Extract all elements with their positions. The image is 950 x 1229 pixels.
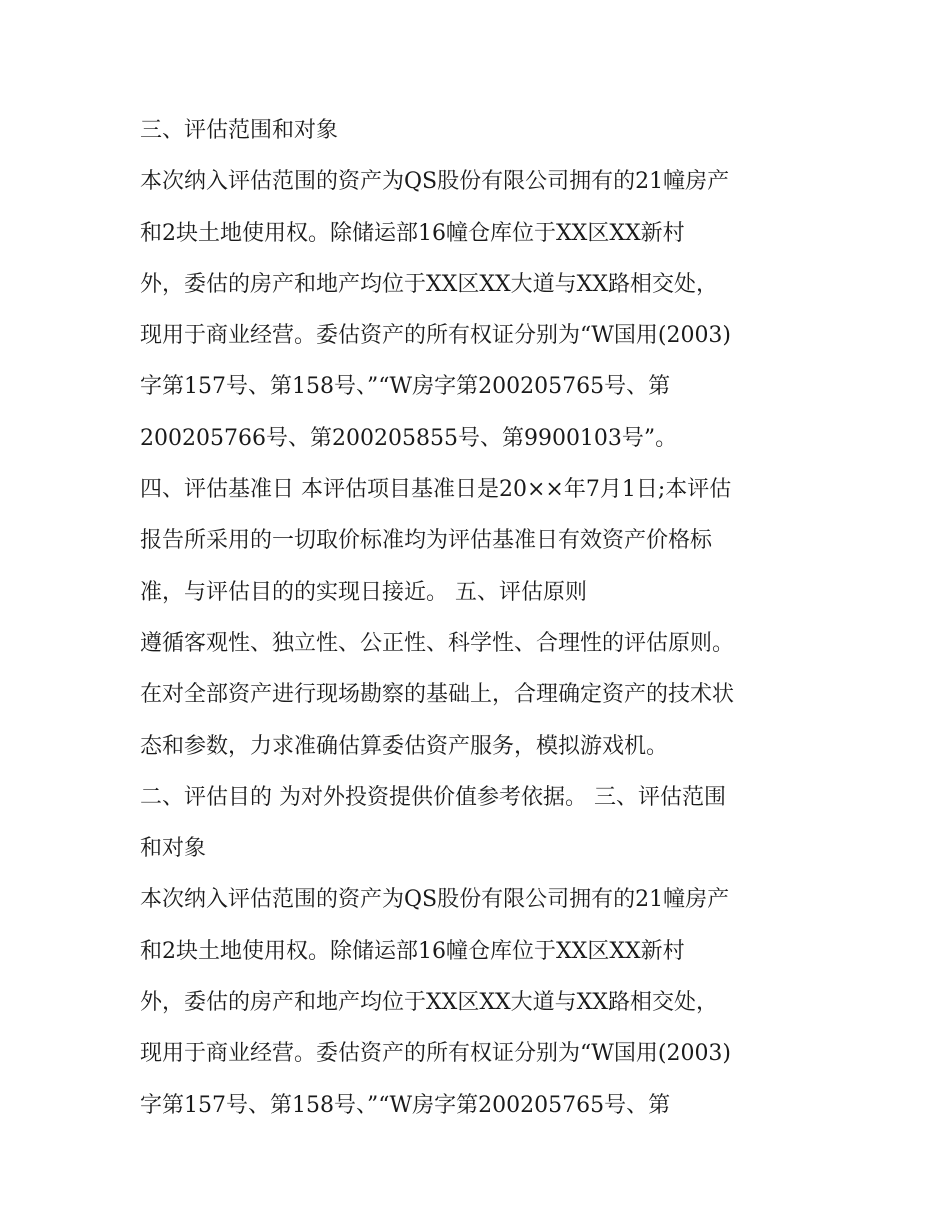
text-line: 和对象 bbox=[140, 836, 207, 862]
text-line: 现用于商业经营。委估资产的所有权证分别为“W国用(2003) bbox=[140, 1041, 732, 1067]
text-line: 三、评估范围和对象 bbox=[140, 118, 339, 143]
text-line: 准，与评估目的的实现日接近。 五、评估原则 bbox=[140, 579, 587, 605]
text-line: 外，委估的房产和地产均位于XX区XX大道与XX路相交处， bbox=[140, 271, 718, 297]
text-line: 200205766号、第200205855号、第9900103号”。 bbox=[140, 425, 678, 451]
document-body bbox=[140, 105, 840, 1131]
text-line: 态和参数，力求准确估算委估资产服务，模拟游戏机。 bbox=[140, 733, 669, 759]
text-line: 现用于商业经营。委估资产的所有权证分别为“W国用(2003) bbox=[140, 323, 732, 349]
text-line: 和2块土地使用权。除储运部16幢仓库位于XX区XX新村 bbox=[140, 938, 685, 964]
text-line: 二、评估目的 为对外投资提供价值参考依据。 三、评估范围 bbox=[140, 784, 726, 810]
text-line: 外，委估的房产和地产均位于XX区XX大道与XX路相交处， bbox=[140, 990, 718, 1016]
text-line: 字第157号、第158号、”“W房字第200205765号、第 bbox=[140, 1092, 671, 1118]
text-line: 和2块土地使用权。除储运部16幢仓库位于XX区XX新村 bbox=[140, 220, 685, 246]
text-line: 在对全部资产进行现场勘察的基础上，合理确定资产的技术状 bbox=[140, 682, 735, 708]
text-line: 本次纳入评估范围的资产为QS股份有限公司拥有的21幢房产 bbox=[140, 169, 730, 195]
text-line: 本次纳入评估范围的资产为QS股份有限公司拥有的21幢房产 bbox=[140, 887, 730, 913]
text-line: 遵循客观性、独立性、公正性、科学性、合理性的评估原则。 bbox=[140, 630, 735, 656]
text-line: 字第157号、第158号、”“W房字第200205765号、第 bbox=[140, 374, 671, 400]
text-line: 报告所采用的一切取价标准均为评估基准日有效资产价格标 bbox=[140, 528, 713, 554]
text-line: 四、评估基准日 本评估项目基准日是20××年7月1日;本评估 bbox=[140, 477, 732, 503]
